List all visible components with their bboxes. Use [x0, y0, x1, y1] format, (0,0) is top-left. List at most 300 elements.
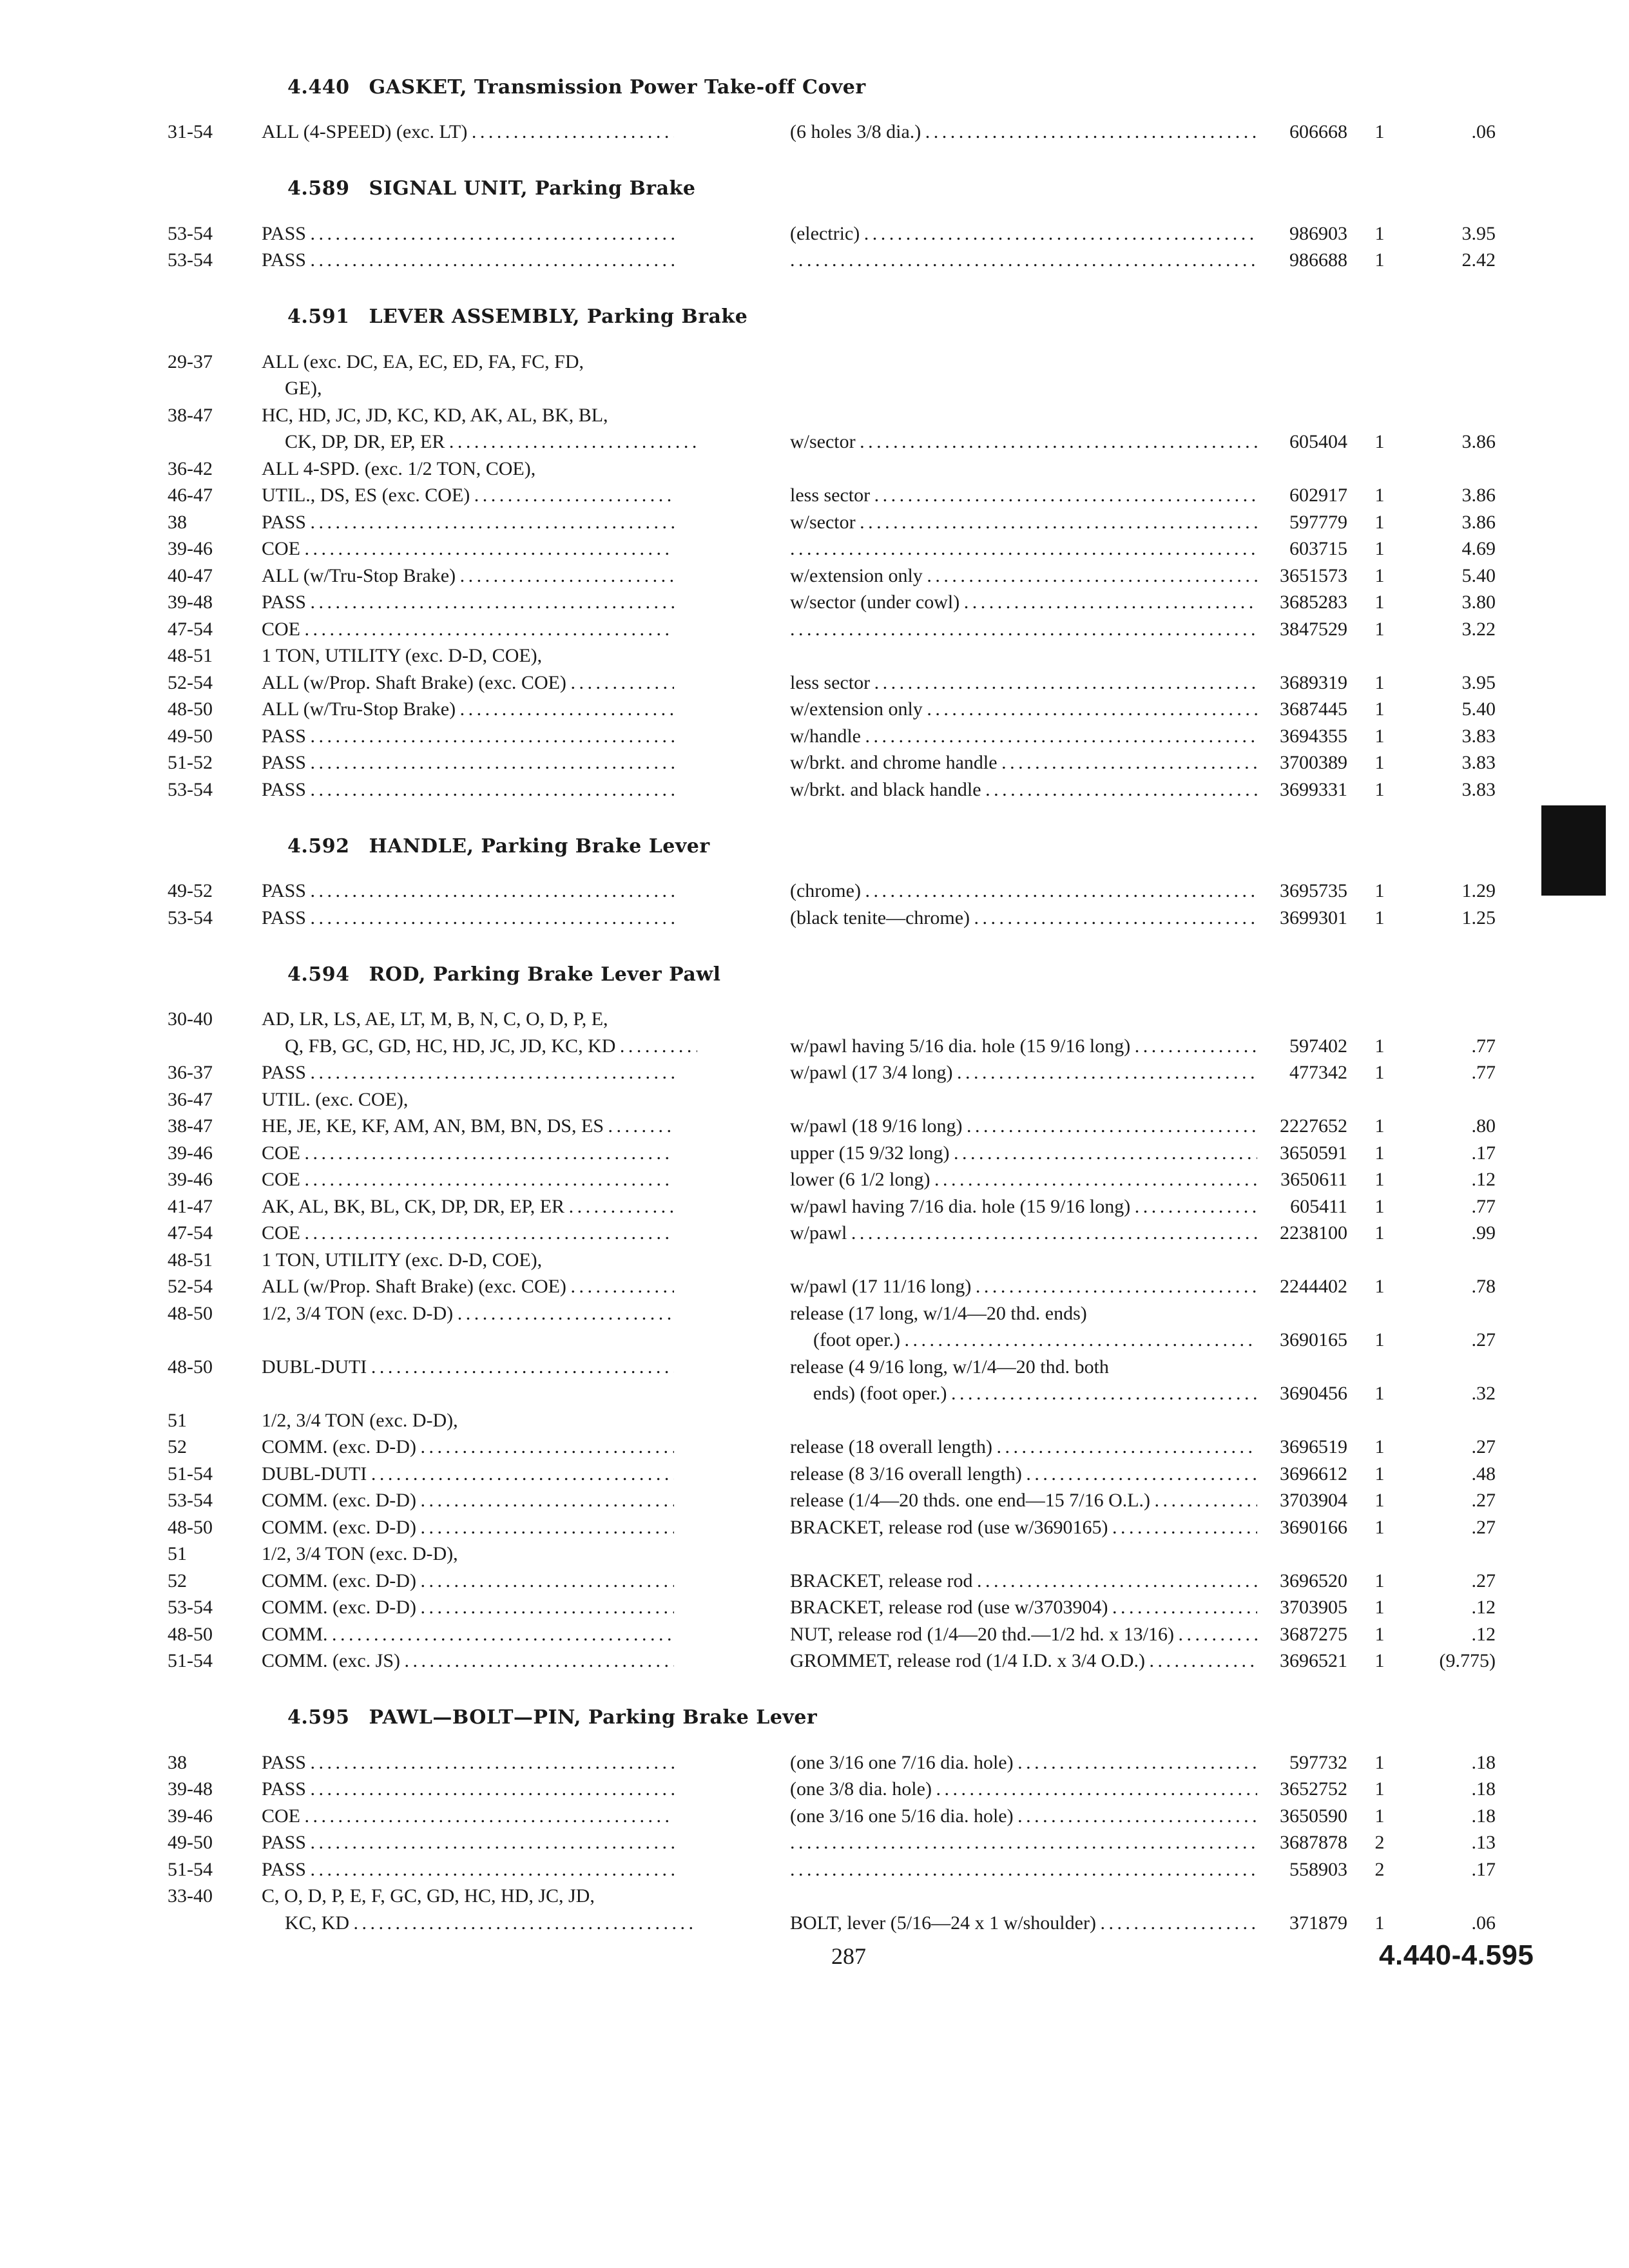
model-text: HE, JE, KE, KF, AM, AN, BM, BN, DS, ES . . .: [262, 1113, 674, 1140]
quantity: [1347, 1594, 1412, 1621]
part-row: [168, 1434, 1521, 1461]
year-range: [168, 119, 262, 146]
part-number-text: 3696520: [1280, 1570, 1347, 1591]
page-code: 4.440-4.595: [1379, 1939, 1534, 1971]
model-text: HC, HD, JC, JD, KC, KD, AK, AL, BK, BL,: [262, 404, 608, 426]
model-text: COMM. . . .: [262, 1621, 674, 1648]
model-text: COMM. (exc. JS) . . .: [262, 1648, 674, 1675]
part-number-text: 3690165: [1280, 1329, 1347, 1350]
quantity: [1347, 749, 1412, 776]
catalog-section: [168, 943, 1521, 1675]
value-spacer: [1257, 349, 1347, 376]
part-description: [764, 1273, 1257, 1300]
list-price: [1412, 589, 1496, 616]
model-text: COMM. (exc. D-D) . . .: [262, 1594, 674, 1621]
value-spacer: [1347, 1006, 1412, 1033]
quantity-text: 1: [1374, 1570, 1385, 1591]
year-text: 30-40: [168, 1008, 213, 1030]
model-text: AD, LR, LS, AE, LT, M, B, N, C, O, D, P, E,: [262, 1008, 608, 1030]
year-text: 41-47: [168, 1195, 213, 1217]
year-text: 51-54: [168, 1463, 213, 1485]
part-number: [1257, 1648, 1347, 1675]
part-number-text: 597779: [1289, 511, 1347, 533]
description-text: w/brkt. and black handle . . .: [790, 776, 1257, 803]
part-number: [1257, 119, 1347, 146]
thumb-index-tab: [1541, 805, 1606, 896]
part-row: [168, 1166, 1521, 1193]
model-applicability: [262, 220, 764, 247]
part-number: [1257, 905, 1347, 932]
model-text: ALL (w/Prop. Shaft Brake) (exc. COE) . . .: [262, 1273, 674, 1300]
year-text: 36-42: [168, 457, 213, 479]
part-row: [168, 456, 1521, 483]
year-range: [168, 1856, 262, 1883]
part-row: [168, 1193, 1521, 1220]
year-text: 40-47: [168, 564, 213, 586]
part-number: [1257, 1006, 1347, 1059]
part-number-text: 3695735: [1280, 880, 1347, 901]
part-description: [764, 247, 1257, 274]
list-price-text: .27: [1471, 1436, 1496, 1457]
part-description: [764, 1166, 1257, 1193]
year-text: 51-54: [168, 1650, 213, 1671]
year-range: [168, 1273, 262, 1300]
year-text: 53-54: [168, 1490, 213, 1511]
part-number: [1257, 562, 1347, 590]
part-number-text: 3696521: [1280, 1650, 1347, 1671]
part-number-text: 477342: [1289, 1062, 1347, 1083]
model-text: COMM. (exc. D-D) . . .: [262, 1487, 674, 1514]
part-number-text: 986903: [1289, 222, 1347, 244]
year-range: [168, 1749, 262, 1776]
model-applicability: [262, 535, 764, 562]
year-text: 48-50: [168, 698, 213, 720]
list-price-text: (9.775): [1439, 1650, 1496, 1671]
model-applicability: [262, 119, 764, 146]
quantity: [1347, 1856, 1412, 1883]
model-applicability: [262, 349, 764, 402]
list-price: [1412, 905, 1496, 932]
year-text: 39-46: [168, 538, 213, 559]
part-number-text: 3703904: [1280, 1490, 1347, 1511]
part-row: [168, 878, 1521, 905]
part-number: [1257, 1776, 1347, 1803]
list-price-text: .17: [1471, 1858, 1496, 1880]
part-row: [168, 1247, 1521, 1274]
quantity-text: 1: [1374, 1805, 1385, 1827]
part-number: [1257, 696, 1347, 723]
part-number-text: 3687275: [1280, 1623, 1347, 1645]
year-text: 29-37: [168, 351, 213, 372]
part-number-text: 3690166: [1280, 1516, 1347, 1538]
part-number: [1257, 1829, 1347, 1856]
part-row: [168, 723, 1521, 750]
list-price: [1412, 776, 1496, 803]
part-description: [764, 1856, 1257, 1883]
list-price: [1412, 1883, 1496, 1936]
description-text: BRACKET, release rod . . .: [790, 1568, 1257, 1595]
model-applicability: [262, 1140, 764, 1167]
list-price: [1412, 1140, 1496, 1167]
year-range: [168, 696, 262, 723]
model-text: COMM. (exc. D-D) . . .: [262, 1434, 674, 1461]
model-applicability: [262, 669, 764, 697]
list-price-text: .18: [1471, 1751, 1496, 1773]
list-price-text: .06: [1471, 1912, 1496, 1934]
quantity: [1347, 402, 1412, 456]
quantity: [1347, 1354, 1412, 1407]
year-range: [168, 1648, 262, 1675]
list-price: [1412, 482, 1496, 509]
description-text: release (18 overall length) . . .: [790, 1434, 1257, 1461]
list-price-text: 3.86: [1461, 485, 1496, 506]
value-spacer: [1257, 1354, 1347, 1381]
quantity-text: 1: [1374, 907, 1385, 928]
description-text: w/sector . . .: [790, 428, 1257, 456]
year-text: 53-54: [168, 222, 213, 244]
year-text: 51-52: [168, 752, 213, 773]
model-text: PASS . . .: [262, 723, 674, 750]
year-range: [168, 1803, 262, 1830]
part-row: [168, 1461, 1521, 1488]
part-description: [764, 669, 1257, 697]
part-description: [764, 220, 1257, 247]
list-price-text: .80: [1471, 1115, 1496, 1137]
year-text: 38-47: [168, 404, 213, 426]
description-text: w/extension only . . .: [790, 696, 1257, 723]
list-price: [1412, 349, 1496, 376]
model-applicability: [262, 1568, 764, 1595]
model-text: 1 TON, UTILITY (exc. D-D, COE),: [262, 645, 543, 666]
list-price-text: .27: [1471, 1329, 1496, 1350]
list-price-text: .27: [1471, 1490, 1496, 1511]
quantity: [1347, 1300, 1412, 1354]
quantity: [1347, 349, 1412, 376]
part-number-text: 3650591: [1280, 1142, 1347, 1164]
description-spacer: [790, 1006, 1257, 1033]
quantity: [1347, 1273, 1412, 1300]
description-text: release (1/4—20 thds. one end—15 7/16 O.L.) . . .: [790, 1487, 1257, 1514]
value-spacer: [1412, 402, 1496, 429]
quantity-text: 1: [1374, 725, 1385, 747]
year-range: [168, 1113, 262, 1140]
model-applicability: [262, 1086, 764, 1113]
model-applicability: [262, 1648, 764, 1675]
model-text: 1/2, 3/4 TON (exc. D-D),: [262, 1543, 458, 1564]
value-spacer: [1412, 349, 1496, 376]
quantity-text: 1: [1374, 1035, 1385, 1057]
year-range: [168, 1300, 262, 1327]
list-price: [1412, 878, 1496, 905]
quantity: [1347, 696, 1412, 723]
model-text: AK, AL, BK, BL, CK, DP, DR, EP, ER . . .: [262, 1193, 674, 1220]
part-row: [168, 642, 1521, 669]
part-number: [1257, 669, 1347, 697]
quantity: [1347, 1829, 1412, 1856]
model-applicability: [262, 562, 764, 590]
part-row: [168, 562, 1521, 590]
list-price: [1412, 535, 1496, 562]
part-number: [1257, 402, 1347, 456]
model-text: CK, DP, DR, EP, ER . . .: [262, 428, 697, 456]
section-title: SIGNAL UNIT, Parking Brake: [369, 177, 696, 200]
list-price: [1412, 1648, 1496, 1675]
part-description: [764, 119, 1257, 146]
list-price-text: 1.29: [1461, 880, 1496, 901]
part-description: [764, 562, 1257, 590]
catalog-section: [168, 157, 1521, 274]
model-text: Q, FB, GC, GD, HC, HD, JC, JD, KC, KD . . .: [262, 1033, 697, 1060]
section-title: LEVER ASSEMBLY, Parking Brake: [369, 305, 748, 328]
model-text: ALL (exc. DC, EA, EC, ED, FA, FC, FD,: [262, 351, 584, 372]
description-text: w/handle . . .: [790, 723, 1257, 750]
year-text: 52: [168, 1570, 187, 1591]
description-text: (one 3/8 dia. hole) . . .: [790, 1776, 1257, 1803]
part-row: [168, 1407, 1521, 1434]
value-spacer: [1257, 1300, 1347, 1327]
year-range: [168, 642, 262, 669]
part-description: [764, 1514, 1257, 1541]
list-price-text: 2.42: [1461, 249, 1496, 271]
year-text: 48-50: [168, 1302, 213, 1324]
model-applicability: [262, 642, 764, 669]
year-text: 49-52: [168, 880, 213, 901]
list-price-text: .12: [1471, 1597, 1496, 1618]
part-description: [764, 616, 1257, 643]
part-row: [168, 1568, 1521, 1595]
model-applicability: [262, 1749, 764, 1776]
quantity-text: 1: [1374, 222, 1385, 244]
model-applicability: [262, 749, 764, 776]
part-number: [1257, 1113, 1347, 1140]
model-text: KC, KD . . .: [262, 1910, 697, 1937]
part-number: [1257, 1568, 1347, 1595]
model-text: ALL (w/Tru-Stop Brake) . . .: [262, 696, 674, 723]
list-price: [1412, 1461, 1496, 1488]
model-applicability: [262, 723, 764, 750]
part-number-text: 3687445: [1280, 698, 1347, 720]
list-price-text: .06: [1471, 121, 1496, 142]
section-number: 4.594: [287, 963, 350, 986]
description-text: release (17 long, w/1/4—20 thd. ends): [790, 1302, 1087, 1324]
model-applicability: [262, 1829, 764, 1856]
part-row: [168, 1006, 1521, 1059]
section-title: GASKET, Transmission Power Take-off Cover: [369, 75, 866, 99]
list-price: [1412, 1776, 1496, 1803]
part-description: [764, 482, 1257, 509]
value-spacer: [1257, 1883, 1347, 1910]
quantity-text: 1: [1374, 1329, 1385, 1350]
part-row: [168, 1487, 1521, 1514]
year-text: 53-54: [168, 249, 213, 271]
part-number-text: 3652752: [1280, 1778, 1347, 1800]
list-price: [1412, 1166, 1496, 1193]
quantity: [1347, 1193, 1412, 1220]
model-text: 1/2, 3/4 TON (exc. D-D) . . .: [262, 1300, 674, 1327]
model-applicability: [262, 905, 764, 932]
description-text: (one 3/16 one 7/16 dia. hole) . . .: [790, 1749, 1257, 1776]
year-text: 46-47: [168, 485, 213, 506]
part-number: [1257, 1140, 1347, 1167]
description-text: w/pawl (17 3/4 long) . . .: [790, 1059, 1257, 1086]
list-price-text: 3.83: [1461, 725, 1496, 747]
part-description: [764, 1300, 1257, 1354]
part-row: [168, 1621, 1521, 1648]
section-heading: [168, 814, 1521, 878]
part-row: [168, 220, 1521, 247]
quantity: [1347, 509, 1412, 536]
year-text: 53-54: [168, 778, 213, 800]
list-price: [1412, 1487, 1496, 1514]
description-text: (foot oper.) . . .: [790, 1327, 1257, 1354]
description-text: lower (6 1/2 long) . . .: [790, 1166, 1257, 1193]
part-description: [764, 535, 1257, 562]
list-price-text: .99: [1471, 1222, 1496, 1244]
model-text: COMM. (exc. D-D) . . .: [262, 1568, 674, 1595]
part-description: [764, 1059, 1257, 1086]
section-number: 4.591: [287, 305, 350, 328]
section-title: PAWL—BOLT—PIN, Parking Brake Lever: [369, 1706, 818, 1729]
part-number: [1257, 220, 1347, 247]
year-range: [168, 1006, 262, 1033]
model-text: PASS . . .: [262, 247, 674, 274]
list-price-text: .32: [1471, 1383, 1496, 1404]
list-price: [1412, 616, 1496, 643]
year-text: 38: [168, 1751, 187, 1773]
list-price-text: 3.22: [1461, 618, 1496, 640]
model-applicability: [262, 1273, 764, 1300]
part-number: [1257, 482, 1347, 509]
part-number-text: 3696612: [1280, 1463, 1347, 1485]
value-spacer: [1257, 1006, 1347, 1033]
list-price-text: 3.86: [1461, 511, 1496, 533]
list-price-text: 1.25: [1461, 907, 1496, 928]
list-price: [1412, 119, 1496, 146]
year-range: [168, 562, 262, 590]
year-text: 51: [168, 1543, 187, 1564]
list-price-text: 3.83: [1461, 752, 1496, 773]
part-row: [168, 1776, 1521, 1803]
part-number: [1257, 1354, 1347, 1407]
part-number-text: 558903: [1289, 1858, 1347, 1880]
year-range: [168, 1621, 262, 1648]
section-number: 4.589: [287, 177, 350, 200]
model-text: PASS . . .: [262, 1059, 674, 1086]
part-number-text: 986688: [1289, 249, 1347, 271]
year-range: [168, 482, 262, 509]
year-range: [168, 749, 262, 776]
part-row: [168, 119, 1521, 146]
quantity-text: 1: [1374, 485, 1385, 506]
quantity: [1347, 1166, 1412, 1193]
year-text: 52-54: [168, 1276, 213, 1297]
part-row: [168, 1803, 1521, 1830]
part-number-text: 3651573: [1280, 564, 1347, 586]
description-text: less sector . . .: [790, 482, 1257, 509]
model-text: PASS . . .: [262, 1749, 674, 1776]
description-text: w/brkt. and chrome handle . . .: [790, 749, 1257, 776]
section-heading: [168, 285, 1521, 349]
quantity-text: 1: [1374, 121, 1385, 142]
year-text: 49-50: [168, 1832, 213, 1853]
model-applicability: [262, 1247, 764, 1274]
list-price-text: 3.95: [1461, 222, 1496, 244]
part-row: [168, 349, 1521, 402]
list-price: [1412, 1354, 1496, 1407]
list-price-text: .17: [1471, 1142, 1496, 1164]
year-text: 39-46: [168, 1805, 213, 1827]
part-row: [168, 1059, 1521, 1086]
list-price: [1412, 1594, 1496, 1621]
quantity: [1347, 669, 1412, 697]
quantity: [1347, 905, 1412, 932]
year-text: 36-37: [168, 1062, 213, 1083]
section-heading: [168, 157, 1521, 220]
part-row: [168, 589, 1521, 616]
part-number: [1257, 1487, 1347, 1514]
part-description: [764, 905, 1257, 932]
model-applicability: [262, 696, 764, 723]
quantity-text: 1: [1374, 511, 1385, 533]
list-price: [1412, 1220, 1496, 1247]
quantity-text: 1: [1374, 1115, 1385, 1137]
part-number-text: 3703905: [1280, 1597, 1347, 1618]
quantity-text: 1: [1374, 1195, 1385, 1217]
description-text: BRACKET, release rod (use w/3703904) . . .: [790, 1594, 1257, 1621]
description-text: ends) (foot oper.) . . .: [790, 1380, 1257, 1407]
year-range: [168, 1514, 262, 1541]
value-spacer: [1412, 1300, 1496, 1327]
part-description: [764, 1140, 1257, 1167]
part-number-text: 605411: [1290, 1195, 1347, 1217]
list-price: [1412, 1006, 1496, 1059]
part-number: [1257, 1461, 1347, 1488]
quantity: [1347, 1648, 1412, 1675]
value-spacer: [1347, 1300, 1412, 1327]
model-applicability: [262, 1541, 764, 1568]
part-description: [764, 696, 1257, 723]
part-row: [168, 905, 1521, 932]
list-price: [1412, 562, 1496, 590]
part-description: [764, 1776, 1257, 1803]
year-text: 31-54: [168, 121, 213, 142]
quantity-text: 1: [1374, 1062, 1385, 1083]
list-price: [1412, 1803, 1496, 1830]
part-number: [1257, 723, 1347, 750]
description-text: [790, 247, 1257, 274]
model-applicability: [262, 1059, 764, 1086]
year-range: [168, 220, 262, 247]
part-number-text: 2244402: [1280, 1276, 1347, 1297]
quantity-text: 1: [1374, 1276, 1385, 1297]
year-range: [168, 776, 262, 803]
model-text: ALL (w/Tru-Stop Brake) . . .: [262, 562, 674, 590]
part-description: [764, 749, 1257, 776]
part-description: [764, 1568, 1257, 1595]
list-price: [1412, 696, 1496, 723]
model-applicability: [262, 1856, 764, 1883]
year-range: [168, 905, 262, 932]
list-price: [1412, 247, 1496, 274]
part-description: [764, 1829, 1257, 1856]
part-number-text: 3694355: [1280, 725, 1347, 747]
model-applicability: [262, 1803, 764, 1830]
list-price: [1412, 1273, 1496, 1300]
year-range: [168, 1541, 262, 1568]
quantity-text: 1: [1374, 752, 1385, 773]
part-row: [168, 1594, 1521, 1621]
part-number: [1257, 1220, 1347, 1247]
